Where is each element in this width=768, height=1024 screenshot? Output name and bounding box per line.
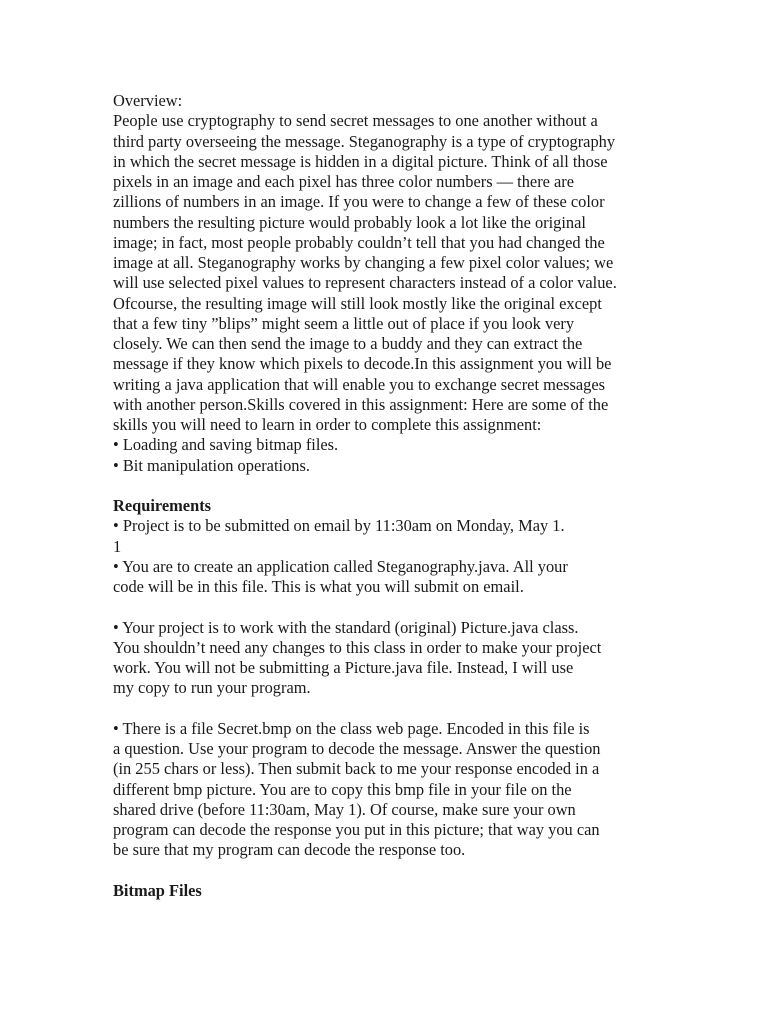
overview-line: closely. We can then send the image to a buddy and they can extract the <box>113 334 583 353</box>
overview-line: message if they know which pixels to decode.In this assignment you will be <box>113 354 612 374</box>
overview-line: numbers the resulting picture would probably look a lot like the original <box>113 212 586 232</box>
requirements-line: work. You will not be submitting a Picture.java file. Instead, I will use <box>113 658 574 677</box>
requirements-line: • Project is to be submitted on email by 11:30am on Monday, May 1. <box>113 516 565 536</box>
overview-body <box>113 111 658 476</box>
requirements-line: be sure that my program can decode the response too. <box>113 840 466 860</box>
requirements-line: a question. Use your program to decode the message. Answer the question <box>113 739 601 758</box>
overview-line: Ofcourse, the resulting image will still look mostly like the original except <box>113 293 602 313</box>
overview-line: will use selected pixel values to represent characters instead of a color value. <box>113 273 617 293</box>
requirements-heading: Requirements <box>113 496 212 515</box>
spacer <box>113 699 658 719</box>
overview-line: skills you will need to learn in order to complete this assignment: <box>113 415 542 434</box>
overview-line: People use cryptography to send secret messages to one another without a <box>113 111 598 131</box>
bitmap-files-heading: Bitmap Files <box>113 880 202 900</box>
requirements-line: • You are to create an application called Steganography.java. All your <box>113 556 568 576</box>
bullet-item: • Bit manipulation operations. <box>113 455 310 475</box>
requirements-line: (in 255 chars or less). Then submit back to me your response encoded in a <box>113 759 600 779</box>
requirements-line: program can decode the response you put in this picture; that way you can <box>113 820 600 839</box>
overview-line: image at all. Steganography works by changing a few pixel color values; we <box>113 253 614 272</box>
requirements-line: code will be in this file. This is what you will submit on email. <box>113 577 524 596</box>
overview-line: in which the secret message is hidden in a digital picture. Think of all those <box>113 151 608 171</box>
overview-line: third party overseeing the message. Steganography is a type of cryptography <box>113 131 616 151</box>
requirements-line: shared drive (before 11:30am, May 1). Of course, make sure your own <box>113 799 576 819</box>
overview-line: with another person.Skills covered in this assignment: Here are some of the <box>113 394 609 414</box>
spacer <box>113 861 658 881</box>
spacer <box>113 597 658 617</box>
bullet-item: • Loading and saving bitmap files. <box>113 435 339 455</box>
requirements-line: different bmp picture. You are to copy this bmp file in your file on the <box>113 779 572 799</box>
page-number: 1 <box>113 536 122 556</box>
overview-line: that a few tiny ”blips” might seem a little out of place if you look very <box>113 313 575 333</box>
requirements-item-2 <box>113 618 658 699</box>
requirements-item-1 <box>113 516 658 597</box>
requirements-line: • There is a file Secret.bmp on the class web page. Encoded in this file is <box>113 718 590 738</box>
overview-line: image; in fact, most people probably couldn’t tell that you had changed the <box>113 232 605 252</box>
overview-heading: Overview: <box>113 91 183 110</box>
requirements-item-3 <box>113 719 658 861</box>
requirements-line: my copy to run your program. <box>113 678 311 698</box>
overview-line: zillions of numbers in an image. If you were to change a few of these color <box>113 192 605 212</box>
spacer <box>113 476 658 496</box>
overview-line: writing a java application that will enable you to exchange secret messages <box>113 374 605 394</box>
overview-line: pixels in an image and each pixel has three color numbers — there are <box>113 172 575 191</box>
requirements-line: You shouldn’t need any changes to this class in order to make your project <box>113 637 602 657</box>
requirements-line: • Your project is to work with the standard (original) Picture.java class. <box>113 617 579 637</box>
